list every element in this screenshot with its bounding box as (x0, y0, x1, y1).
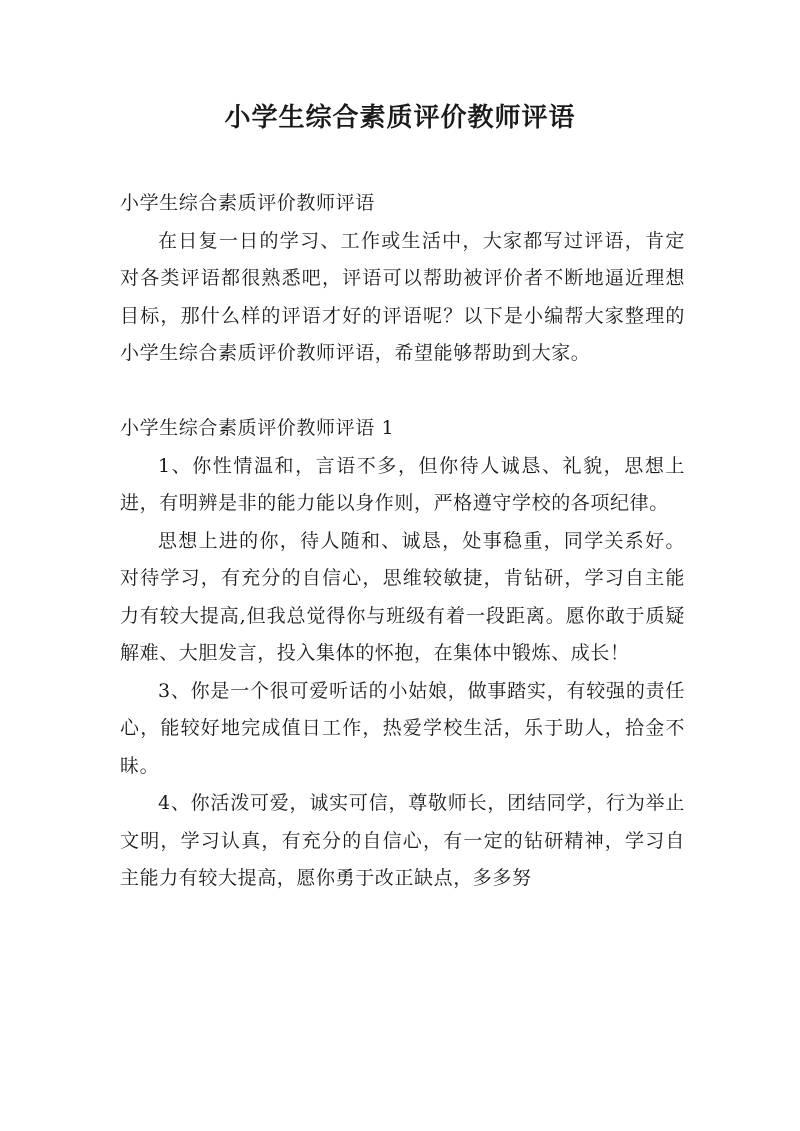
intro-paragraph: 在日复一日的学习、工作或生活中，大家都写过评语，肯定对各类评语都很熟悉吧，评语可以帮助被评价者不断地逼近理想目标，那什么样的评语才好的评语呢？以下是小编帮大家整理的小学生综合素质评价教师评语，希望能够帮助到大家。 (120, 229, 685, 364)
section-spacer (120, 373, 685, 411)
comment-paragraph-1: 1、你性情温和，言语不多，但你待人诚恳、礼貌，思想上进，有明辨是非的能力能以身作则，严格遵守学校的各项纪律。 (120, 454, 685, 514)
document-body (120, 185, 685, 898)
comment-paragraph-4: 4、你活泼可爱，诚实可信，尊敬师长，团结同学，行为举止文明，学习认真，有充分的自信心，有一定的钻研精神，学习自主能力有较大提高，愿你勇于改正缺点，多多努 (120, 792, 685, 889)
intro-heading: 小学生综合素质评价教师评语 (120, 192, 375, 214)
section-heading: 小学生综合素质评价教师评语 1 (120, 417, 395, 439)
comment-paragraph-2: 思想上进的你，待人随和、诚恳，处事稳重，同学关系好。对待学习，有充分的自信心，思维较敏捷，肯钻研，学习自主能力有较大提高,但我总觉得你与班级有着一段距离。愿你敢于质疑解难、大胆发言，投入集体的怀抱，在集体中锻炼、成长！ (120, 529, 685, 664)
document-title: 小学生综合素质评价教师评语 (224, 103, 576, 133)
comment-paragraph-3: 3、你是一个很可爱听话的小姑娘，做事踏实，有较强的责任心，能较好地完成值日工作，热爱学校生活，乐于助人，拾金不昧。 (120, 679, 685, 777)
